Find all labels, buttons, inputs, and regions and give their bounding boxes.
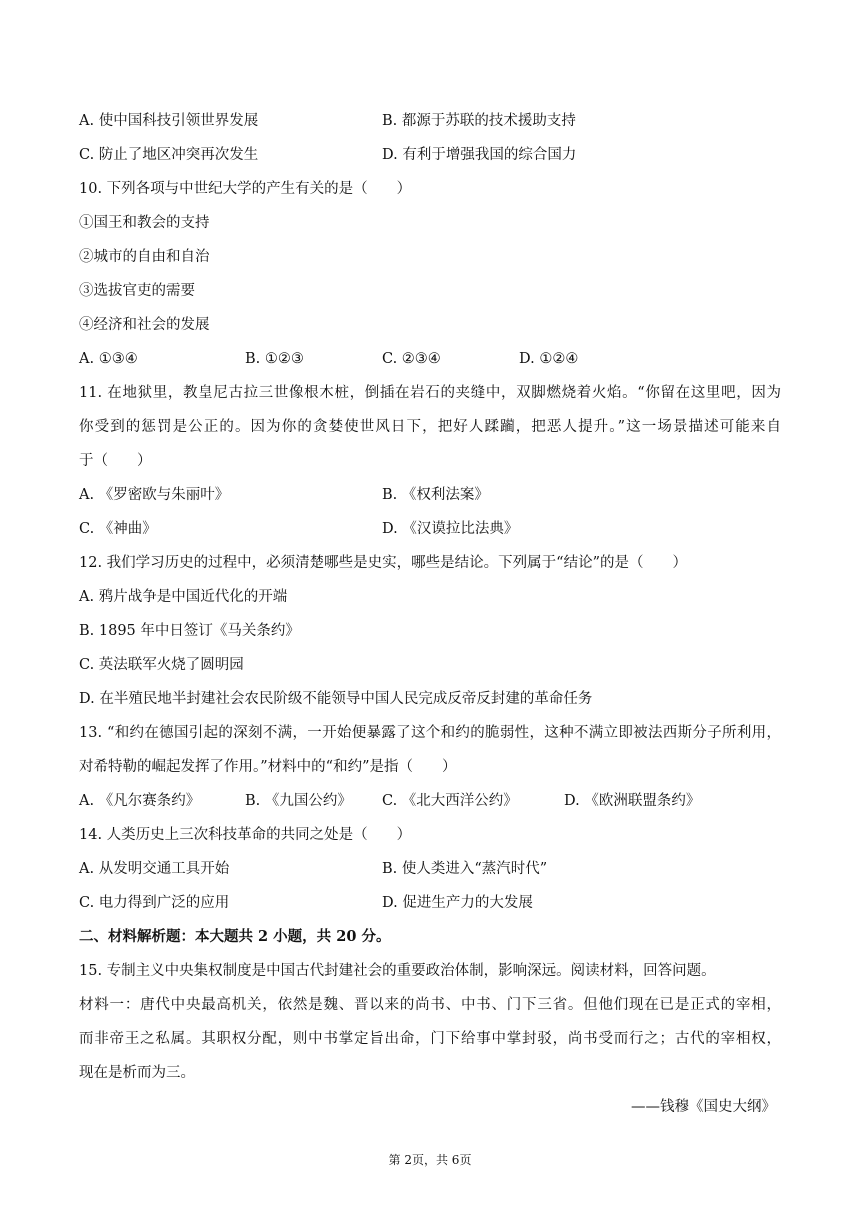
q15-material-line-3: 现在是析而为三。: [79, 1065, 195, 1081]
q9-option-b: B. 都源于苏联的技术援助支持: [382, 113, 576, 129]
q15-stem: 15. 专制主义中央集权制度是中国古代封建社会的重要政治体制，影响深远。阅读材料，回答问题。: [79, 963, 716, 979]
q10-item-1: ①国王和教会的支持: [79, 215, 210, 231]
q12-stem: 12. 我们学习历史的过程中，必须清楚哪些是史实，哪些是结论。下列属于“结论”的是（ ）: [79, 555, 687, 571]
q9-option-c: C. 防止了地区冲突再次发生: [79, 147, 259, 163]
q13-option-b: B. 《九国公约》: [245, 793, 352, 809]
q10-item-4: ④经济和社会的发展: [79, 317, 210, 333]
q13-option-d: D. 《欧洲联盟条约》: [564, 793, 701, 809]
q13-stem-line-1: 13. “和约在德国引起的深刻不满，一开始便暴露了这个和约的脆弱性，这种不满立即被法西斯分子所利用，: [79, 725, 781, 741]
q10-option-d: D. ①②④: [519, 351, 579, 367]
q12-option-d: D. 在半殖民地半封建社会农民阶级不能领导中国人民完成反帝反封建的革命任务: [79, 691, 593, 707]
q9-option-d: D. 有利于增强我国的综合国力: [382, 147, 577, 163]
q9-option-a: A. 使中国科技引领世界发展: [79, 113, 259, 129]
q15-material-line-2: 而非帝王之私属。其职权分配，则中书掌定旨出命，门下给事中掌封驳，尚书受而行之；古代的宰相权，: [79, 1031, 781, 1047]
q14-option-c: C. 电力得到广泛的应用: [79, 895, 230, 911]
q14-option-a: A. 从发明交通工具开始: [79, 861, 230, 877]
q11-stem-line-3: 于（ ）: [79, 453, 152, 469]
section-heading: 二、材料解析题：本大题共 2 小题，共 20 分。: [79, 928, 391, 945]
q11-option-b: B. 《权利法案》: [382, 487, 489, 503]
q12-option-a: A. 鸦片战争是中国近代化的开端: [79, 589, 288, 605]
q10-option-c: C. ②③④: [382, 351, 441, 367]
q10-item-3: ③选拔官吏的需要: [79, 283, 195, 299]
q14-option-b: B. 使人类进入“蒸汽时代”: [382, 861, 548, 877]
q11-stem-line-1: 11. 在地狱里，教皇尼古拉三世像根木桩，倒插在岩石的夹缝中，双脚燃烧着火焰。“你留在这里吧，因为: [79, 385, 781, 401]
q11-option-c: C. 《神曲》: [79, 521, 157, 537]
q11-option-a: A. 《罗密欧与朱丽叶》: [79, 487, 230, 503]
q13-option-c: C. 《北大西洋公约》: [382, 793, 518, 809]
q12-option-c: C. 英法联军火烧了圆明园: [79, 657, 244, 673]
q13-stem-line-2: 对希特勒的崛起发挥了作用。”材料中的“和约”是指（ ）: [79, 759, 457, 775]
q10-option-a: A. ①③④: [79, 351, 138, 367]
q13-option-a: A. 《凡尔赛条约》: [79, 793, 201, 809]
q10-item-2: ②城市的自由和自治: [79, 249, 210, 265]
q15-material-line-1: 材料一：唐代中央最高机关，依然是魏、晋以来的尚书、中书、门下三省。但他们现在已是正式的宰相，: [79, 997, 781, 1013]
q10-stem: 10. 下列各项与中世纪大学的产生有关的是（ ）: [79, 181, 412, 197]
q11-option-d: D. 《汉谟拉比法典》: [382, 521, 519, 537]
q11-stem-line-2: 你受到的惩罚是公正的。因为你的贪婪使世风日下，把好人蹂躏，把恶人提升。”这一场景描述可能来自: [79, 419, 781, 435]
q10-option-b: B. ①②③: [245, 351, 304, 367]
q14-stem: 14. 人类历史上三次科技革命的共同之处是（ ）: [79, 827, 412, 843]
q14-option-d: D. 促进生产力的大发展: [382, 895, 533, 911]
q12-option-b: B. 1895 年中日签订《马关条约》: [79, 623, 300, 639]
q15-material-source: ——钱穆《国史大纲》: [631, 1099, 776, 1115]
page-number: 第 2页，共 6页: [388, 1153, 472, 1167]
